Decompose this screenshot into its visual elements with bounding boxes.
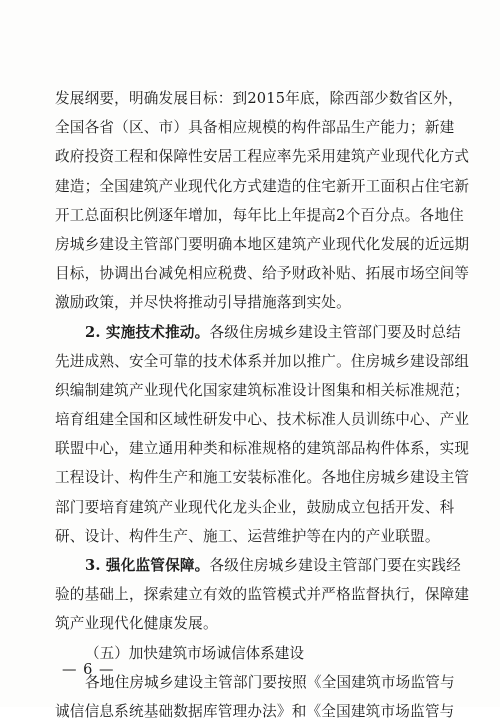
item-heading-rest: 各级住房城乡建设主管部门要及时总结 (209, 323, 461, 341)
text-line: 筑产业现代化健康发展。 (55, 615, 218, 633)
paragraph-development-goals (55, 84, 470, 318)
paragraph-supervision-guarantee (55, 551, 470, 639)
text-line: 验的基础上，探索建立有效的监管模式并严格监督执行，保障建 (55, 586, 470, 604)
text-line: 先进成熟、安全可靠的技术体系并加以推广。住房城乡建设部组 (55, 352, 470, 370)
text-line (55, 551, 461, 580)
text-line: 培育组建全国和区域性研发中心、技术标准人员训练中心、产业 (55, 411, 470, 429)
text-line: 全国各省（区、市）具备相应规模的构件部品生产能力；新建 (55, 119, 455, 137)
text-line: 房城乡建设主管部门要明确本地区建筑产业现代化发展的近远期 (55, 235, 470, 253)
text-line: 建造；全国建筑产业现代化方式建造的住宅新开工面积占住宅新 (55, 177, 470, 195)
text-line: 目标，协调出台减免相应税费、给予财政补贴、拓展市场空间等 (55, 265, 470, 283)
item-heading-rest: 各级住房城乡建设主管部门要在实践经 (209, 557, 461, 574)
text-line: 各地住房城乡建设主管部门要按照《全国建筑市场监管与 (85, 673, 455, 691)
text-line: 激励政策，并尽快将推动引导措施落到实处。 (55, 294, 351, 312)
text-line: 发展纲要，明确发展目标：到2015年底，除西部少数省区外， (55, 90, 463, 107)
text-line: 联盟中心，建立通用种类和标准规格的建筑部品构件体系，实现 (55, 440, 470, 458)
text-line: 织编制建筑产业现代化国家建筑标准设计图集和相关标准规范； (55, 381, 470, 399)
text-line: 政府投资工程和保障性安居工程应率先采用建筑产业现代化方式 (55, 148, 470, 166)
item-heading: 2. 实施技术推动。 (85, 323, 210, 341)
text-line: 研、设计、构件生产、施工、运营维护等在内的产业联盟。 (55, 527, 440, 545)
paragraph-technology-promotion (55, 318, 470, 552)
section-heading: （五）加快建筑市场诚信体系建设 (85, 644, 304, 662)
page-number: — 6 — (62, 662, 115, 678)
text-line: 工程设计、构件生产和施工安装标准化。各地住房城乡建设主管 (55, 469, 470, 487)
document-body (55, 84, 470, 726)
text-line: 诚信信息系统基础数据库管理办法》和《全国建筑市场监管与 (55, 702, 455, 720)
text-line: 部门要培育建筑产业现代化龙头企业，鼓励成立包括开发、科 (55, 498, 455, 516)
item-heading: 3. 强化监管保障。 (85, 557, 210, 574)
text-line (55, 318, 461, 347)
text-line: 开工总面积比例逐年增加，每年比上年提高2个百分点。各地住 (55, 206, 464, 224)
